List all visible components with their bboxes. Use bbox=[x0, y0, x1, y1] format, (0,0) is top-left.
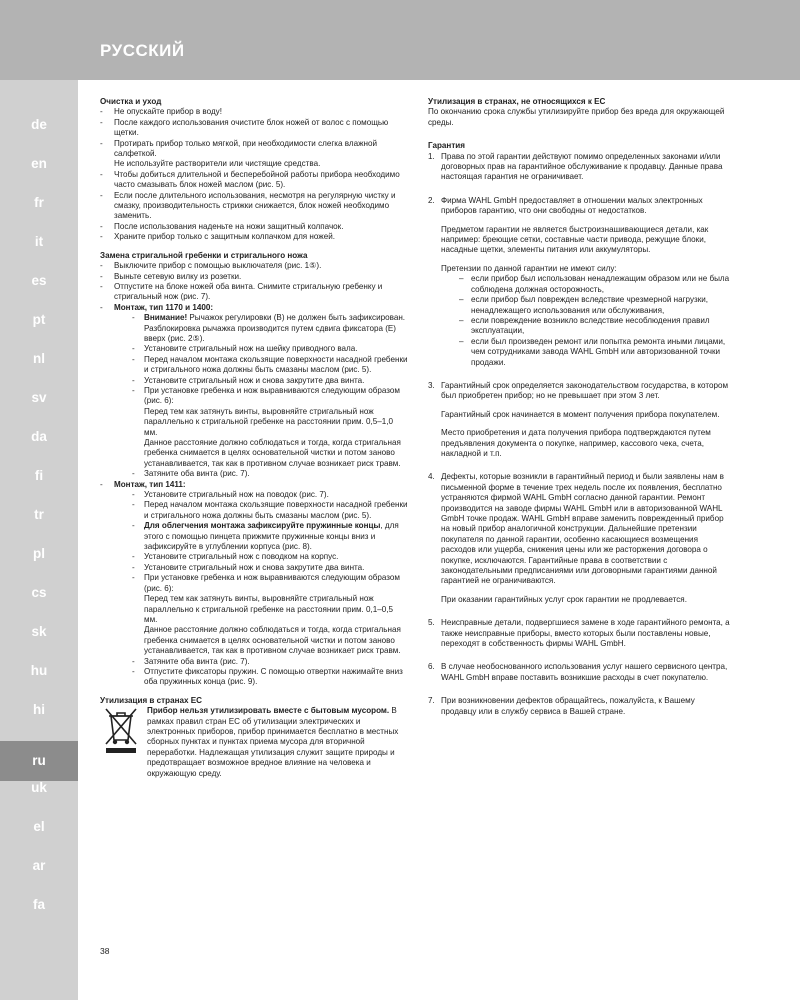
lang-tab-da[interactable]: da bbox=[31, 429, 47, 444]
lang-tab-fr[interactable]: fr bbox=[34, 195, 44, 210]
lang-tab-sk[interactable]: sk bbox=[31, 624, 47, 639]
warranty-item-2: 2. Фирма WAHL GmbH предоставляет в отношении малых электронных приборов гарантию, что они свободны от недостатков. Предметом гарантии не является быстроизнашивающиеся детали, как например: бреющие сетки, составные части привода, режущие блоки, насадные щетки, элементы питания или аккумуляторы. Претензии по данной гарантии не имеют силу: – если прибор был использован ненадлежащим образом или не была соблюдена должная осторожность, – если прибор был поврежден вследствие чрезмерной нагрузки, ненадлежащего использования или обслуживания, – если повреждение возникло вследствие несоблюдения правил эксплуатации, – если был произведен ремонт или попытка ремонта иными лицами, чем сотрудниками завода WAHL GmbH или авторизованной точки продажи. bbox=[428, 195, 730, 367]
lang-tab-fi[interactable]: fi bbox=[34, 468, 44, 483]
mount-1170-para: Перед тем как затянуть винты, выровняйте стригальный нож параллельно к стригальной гребенке на расстоянии прим. 0,5–1,0 мм. bbox=[144, 406, 394, 437]
mount-1411-item: - Отпустите фиксаторы пружин. С помощью отвертки нажимайте вниз оба пружинных конца (рис. 9). bbox=[132, 666, 403, 687]
warranty-exclusion: – если прибор был поврежден вследствие чрезмерной нагрузки, ненадлежащего использования или обслуживания, bbox=[459, 295, 709, 315]
mount-1170-para: Данное расстояние должно соблюдаться и тогда, когда стригальная гребенка снимается в целях основательной чистки и потом заново устанавливается, так как в противном случае возникает риск травм. bbox=[144, 438, 401, 468]
page-title: РУССКИЙ bbox=[100, 41, 185, 60]
lang-tab-uk[interactable]: uk bbox=[31, 780, 47, 795]
right-column bbox=[428, 97, 730, 717]
lang-tab-fa[interactable]: fa bbox=[32, 897, 45, 912]
noneu-disposal-heading: Утилизация в странах, не относящихся к ЕС bbox=[428, 97, 606, 106]
lang-tab-pl[interactable]: pl bbox=[33, 546, 45, 561]
page-header bbox=[0, 0, 800, 80]
warranty-exclusion: – если был произведен ремонт или попытка ремонта иными лицами, чем сотрудниками завода WAHL GmbH или авторизованной точки продажи. bbox=[459, 336, 726, 367]
lang-tab-ar[interactable]: ar bbox=[32, 858, 46, 873]
page-number: 38 bbox=[100, 946, 110, 956]
care-item: - Храните прибор только с защитным колпачком для ножей. bbox=[100, 232, 335, 242]
warranty-item-7: 7. При возникновении дефектов обращайтесь, пожалуйста, к Вашему продавцу или в службу сервиса в Вашей стране. bbox=[428, 696, 695, 716]
care-item: - После каждого использования очистите блок ножей от волос с помощью щетки. bbox=[100, 117, 389, 138]
warranty-exclusion: – если прибор был использован ненадлежащим образом или не была соблюдена должная осторожность, bbox=[459, 274, 730, 294]
replace-heading: Замена стригальной гребенки и стригального ножа bbox=[100, 250, 308, 260]
warranty-heading: Гарантия bbox=[428, 141, 465, 151]
lang-tab-tr[interactable]: tr bbox=[34, 507, 44, 522]
replace-item: - Отпустите на блоке ножей оба винта. Снимите стригальную гребенку и стригальный нож (рис. 7). bbox=[100, 281, 383, 302]
warranty-exclusion: – если повреждение возникло вследствие несоблюдения правил эксплуатации, bbox=[459, 315, 710, 336]
lang-tab-ru-active[interactable]: ru bbox=[0, 741, 78, 781]
mount-1170-item: - Установите стригальный нож на шейку приводного вала. bbox=[132, 344, 358, 354]
weee-crossed-bin-icon bbox=[102, 706, 140, 754]
mount-1411-item: - Затяните оба винта (рис. 7). bbox=[132, 656, 250, 666]
lang-tab-pt[interactable]: pt bbox=[32, 312, 46, 327]
warranty-item-3: 3. Гарантийный срок определяется законодательством государства, в котором был приобретен прибор; но не превышает при этом 3 лет. Гарантийный срок начинается в момент получения прибора покупателем. Место приобретения и дата получения прибора подтверждаются путем предъявления документа о покупке, например, кассового чека, счета, накладной и т.п. bbox=[428, 380, 729, 458]
warranty-item-1: 1. Права по этой гарантии действуют помимо определенных законами и/или договорных прав на гарантийное обслуживание к продавцу. Данные права настоящая гарантия не ограничивает. bbox=[428, 151, 723, 182]
lang-tab-sv[interactable]: sv bbox=[31, 390, 47, 405]
mount-1170-item: - Затяните оба винта (рис. 7). bbox=[132, 469, 250, 479]
lang-tab-en[interactable]: en bbox=[31, 156, 47, 171]
lang-tab-el[interactable]: el bbox=[33, 819, 45, 834]
eu-disposal-bold: Прибор нельзя утилизировать вместе с бытовым мусором. bbox=[147, 706, 390, 716]
left-column bbox=[100, 97, 408, 796]
warranty-item-6: 6. В случае необоснованного использования услуг нашего сервисного центра, WAHL GmbH вправе поставить возникшие расходы в счет покупателю. bbox=[428, 662, 728, 682]
lang-tab-es[interactable]: es bbox=[31, 273, 47, 288]
mount-1170-item: - Установите стригальный нож и снова закрутите два винта. bbox=[132, 375, 365, 385]
lang-tab-hu[interactable]: hu bbox=[30, 663, 48, 678]
lang-tab-nl[interactable]: nl bbox=[33, 351, 45, 366]
mount-1411-item: - Установите стригальный нож с поводком на корпус. bbox=[132, 552, 339, 562]
lang-tab-it[interactable]: it bbox=[34, 234, 44, 249]
eu-disposal-text: В рамках правил стран ЕС об утилизации электрических и электронных приборов, прибор принимается бесплатно в местных сборных пунктах и пунктах приема мусора для вторичной переработки. Надлежащая утилизация служит защите природы и предотвращает возможное вредное влияние на человека и окружающую среду. bbox=[147, 706, 399, 778]
mount-1411-para: Данное расстояние должно соблюдаться и тогда, когда стригальная гребенка снимается в целях основательной чистки и потом заново устанавливается, так как в противном случае возникает риск травм. bbox=[144, 625, 401, 656]
mount-1411-label: - Монтаж, тип 1411: bbox=[100, 479, 186, 489]
warranty-item-5: 5. Неисправные детали, подвергшиеся замене в ходе гарантийного ремонта, а также неисправные приборы, вместо которых были поставлены новые, переходят в собственность фирмы WAHL GmbH. bbox=[428, 618, 730, 649]
care-item: - Чтобы добиться длительной и бесперебойной работы прибора необходимо часто смазывать блок ножей маслом (рис. 5). bbox=[100, 169, 400, 190]
care-item: - Протирать прибор только мягкой, при необходимости слегка влажной салфеткой. bbox=[100, 138, 378, 159]
replace-item: - Выньте сетевую вилку из розетки. bbox=[100, 271, 242, 281]
lang-tab-cs[interactable]: cs bbox=[31, 585, 47, 600]
care-item: - Не опускайте прибор в воду! bbox=[100, 107, 222, 117]
replace-item: - Выключите прибор с помощью выключателя (рис. 1⑤). bbox=[100, 261, 322, 271]
warranty-item-4: 4. Дефекты, которые возникли в гарантийный период и были заявлены нам в письменной форме в течение трех недель после их появления, бесплатно устраняются фирмой WAHL GmbH согласно данной гарантии. Ремонт производится на заводе фирмы WAHL GmbH или в авторизованной WAHL GmbH точке продаж. WAHL GmbH вправе заменить поврежденный прибор на новый прибор аналогичной конструкции. Дальнейшие претензии покупателя по данной гарантии, особенно касающиеся возмещения расходов или ущерба, снижения цены или же расторжения договора о покупке, исключаются. Гарантийные права в соответствии с законодательными предписаниями или договорными гарантиями данной гарантией не ограничиваются. При оказании гарантийных услуг срок гарантии не продлевается. bbox=[428, 472, 724, 604]
lang-tab-de[interactable]: de bbox=[31, 117, 47, 132]
mount-1170-item: - Перед началом монтажа скользящие поверхности насадной гребенки и стригального ножа должны быть смазаны маслом (рис. 5). bbox=[132, 354, 408, 375]
care-item: - Если после длительного использования, несмотря на регулярную чистку и смазку, производительность стрижки снижается, блок ножей необходимо заменить. bbox=[100, 190, 396, 221]
mount-1411-para: Перед тем как затянуть винты, выровняйте стригальный нож параллельно к стригальной гребенке на расстоянии прим. 0,1–0,5 мм. bbox=[144, 594, 394, 624]
mount-1411-item: - При установке гребенка и нож выравниваются следующим образом (рис. 6): bbox=[132, 573, 400, 593]
care-item: Не используйте растворители или чистящие средства. bbox=[114, 159, 321, 169]
mount-1170-item: - При установке гребенка и нож выравниваются следующим образом (рис. 6): bbox=[132, 385, 400, 406]
language-sidebar bbox=[0, 80, 78, 1000]
care-item: - После использования наденьте на ножи защитный колпачок. bbox=[100, 221, 344, 231]
care-heading: Очистка и уход bbox=[100, 97, 162, 106]
mount-1411-item: - Для облегчения монтажа зафиксируйте пружинные концы, для этого с помощью пинцета прижмите пружинные концы вниз и зафиксируйте в углублении корпуса (рис. 8). bbox=[132, 521, 399, 552]
mount-1170-label: - Монтаж, тип 1170 и 1400: bbox=[100, 302, 214, 312]
lang-tab-hi[interactable]: hi bbox=[33, 702, 45, 717]
eu-disposal-block bbox=[100, 706, 408, 796]
mount-1411-item: - Перед началом монтажа скользящие поверхности насадной гребенки и стригального ножа должны быть смазаны маслом (рис. 5). bbox=[132, 500, 408, 520]
mount-1411-item: - Установите стригальный нож на поводок (рис. 7). bbox=[132, 490, 329, 500]
mount-1411-item: - Установите стригальный нож и снова закрутите два винта. bbox=[132, 562, 365, 572]
mount-1170-item: - Внимание! Рычажок регулировки (B) не должен быть зафиксирован. Разблокировка рычажка производится путем сдвига фиксатора (E) вверх (рис. 2⑤). bbox=[132, 313, 406, 343]
eu-disposal-heading: Утилизация в странах ЕС bbox=[100, 695, 202, 705]
noneu-disposal-text: По окончанию срока службы утилизируйте прибор без вреда для окружающей среды. bbox=[428, 107, 725, 127]
